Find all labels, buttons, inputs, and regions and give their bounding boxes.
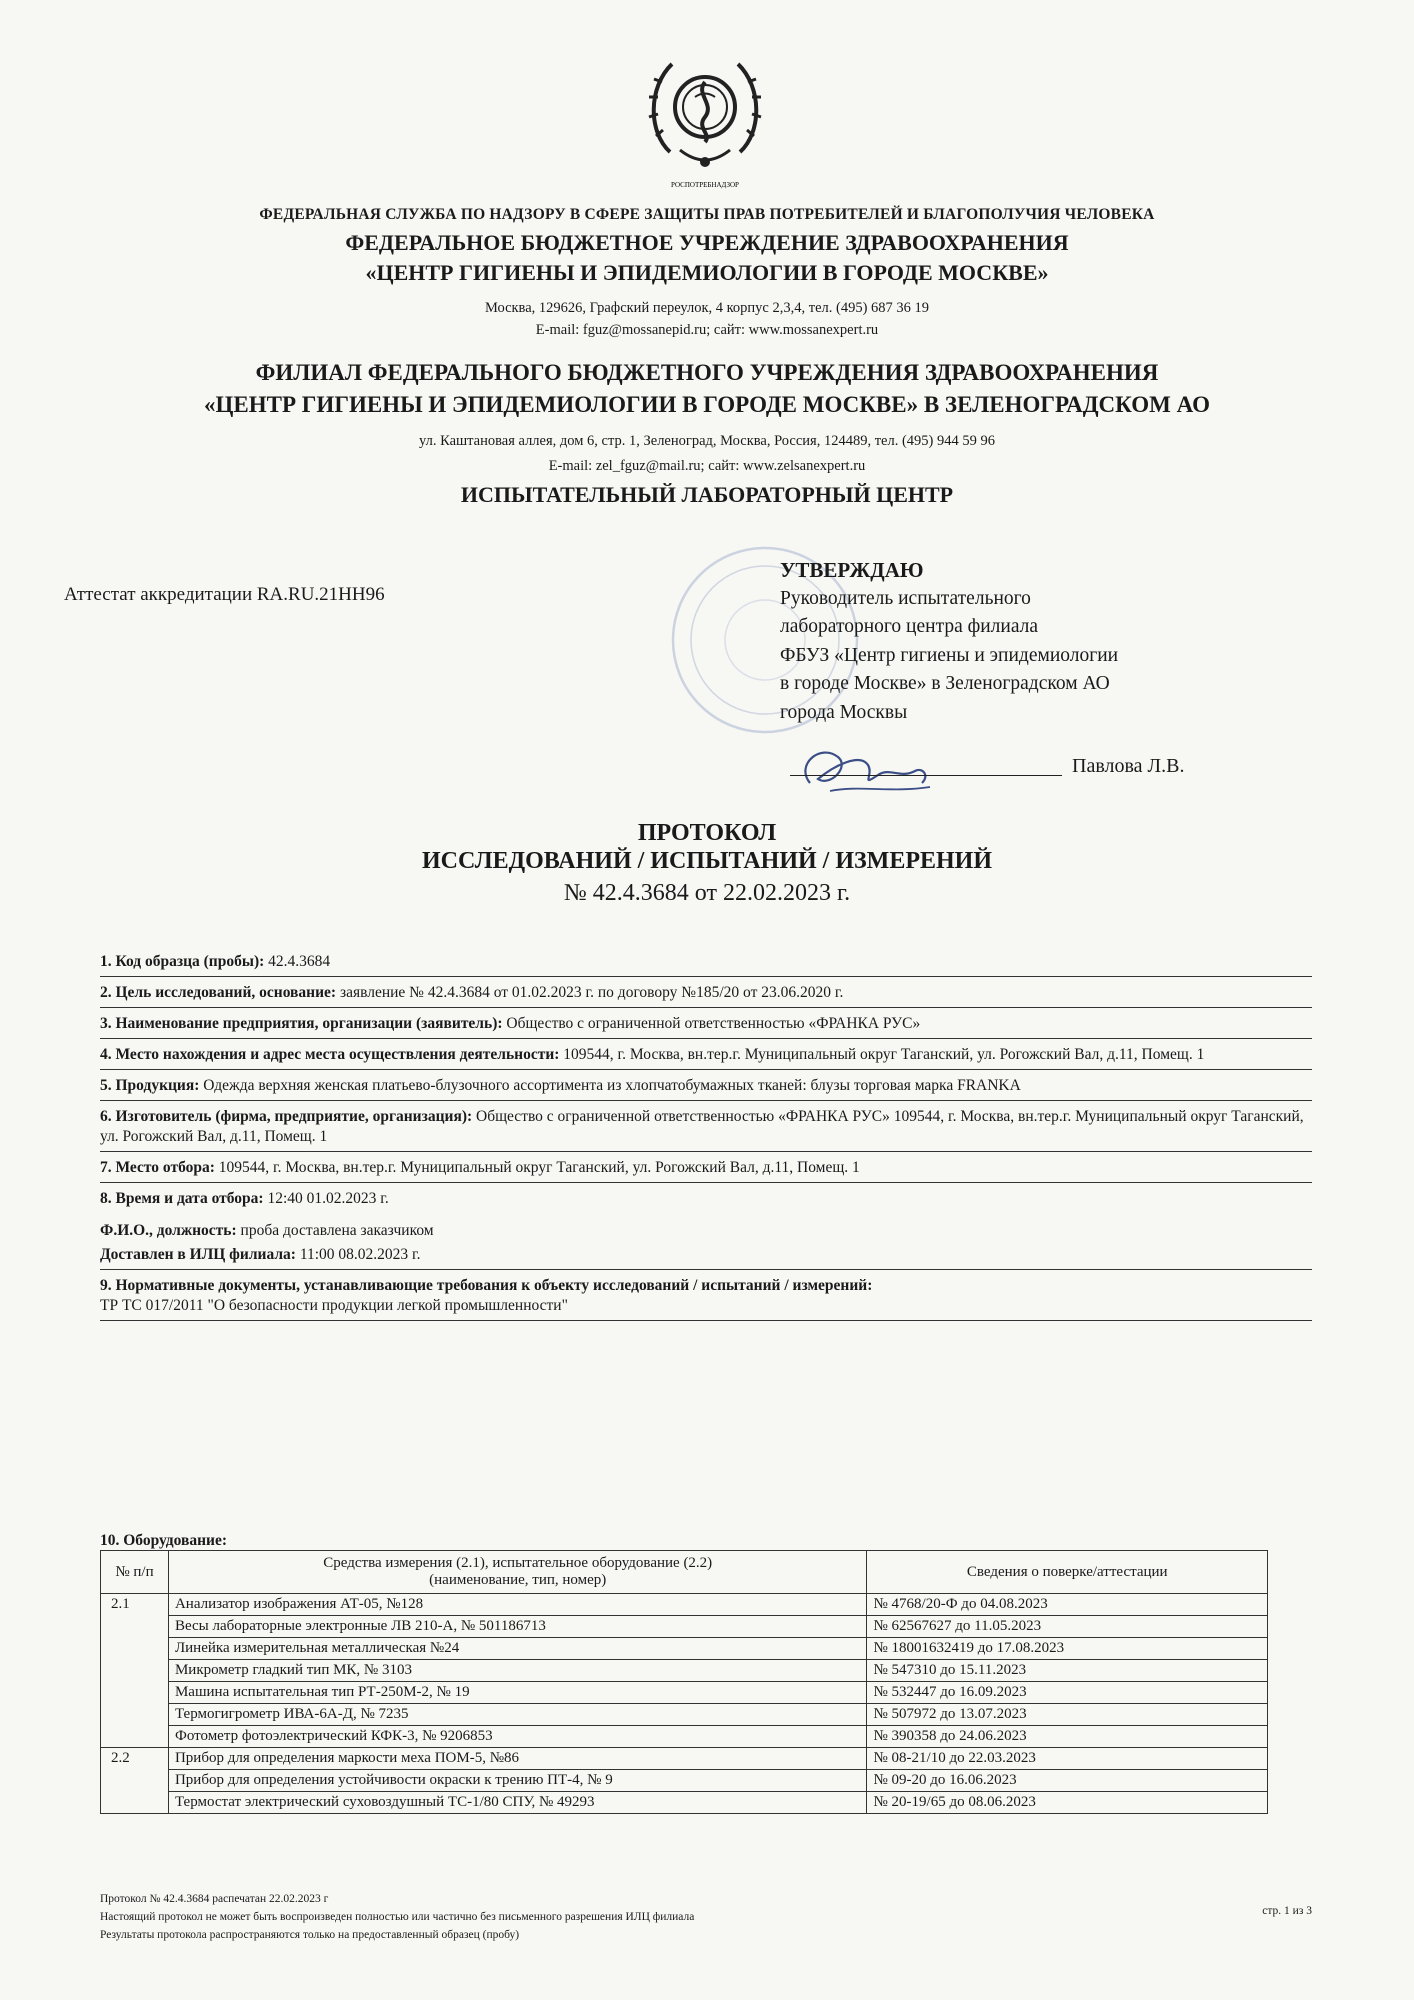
approval-line: в городе Москве» в Зеленоградском АО	[780, 673, 1110, 694]
table-row	[101, 1792, 1268, 1814]
approval-line: лабораторного центра филиала	[780, 616, 1039, 637]
equipment-name: Прибор для определения устойчивости окраски к трению ПТ-4, № 9	[168, 1770, 867, 1792]
group-number: 2.2	[101, 1748, 169, 1814]
equipment-cert: № 4768/20-Ф до 04.08.2023	[867, 1594, 1268, 1616]
table-row	[101, 1726, 1268, 1748]
equipment-name: Термогигрометр ИВА-6А-Д, № 7235	[168, 1704, 867, 1726]
table-row	[101, 1748, 1268, 1770]
equipment-name: Микрометр гладкий тип МК, № 3103	[168, 1660, 867, 1682]
section-delivered: Доставлен в ИЛЦ филиала: 11:00 08.02.2023 г.	[100, 1245, 1312, 1270]
section-responsible: Ф.И.О., должность: проба доставлена заказчиком	[100, 1222, 434, 1239]
table-row	[101, 1660, 1268, 1682]
table-row	[101, 1638, 1268, 1660]
agency-name: ФЕДЕРАЛЬНАЯ СЛУЖБА ПО НАДЗОРУ В СФЕРЕ ЗАЩИТЫ ПРАВ ПОТРЕБИТЕЛЕЙ И БЛАГОПОЛУЧИЯ ЧЕЛОВЕКА	[259, 206, 1155, 223]
equipment-name: Термостат электрический суховоздушный ТС-1/80 СПУ, № 49293	[168, 1792, 867, 1814]
equipment-cert: № 20-19/65 до 08.06.2023	[867, 1792, 1268, 1814]
emblem-icon	[640, 42, 770, 192]
institution-contacts: E-mail: fguz@mossanepid.ru; сайт: www.mossanexpert.ru	[535, 322, 879, 338]
approval-line: ФБУЗ «Центр гигиены и эпидемиологии	[780, 644, 1119, 666]
footer-copy-notice: Настоящий протокол не может быть воспроизведен полностью или частично без письменного разрешения ИЛЦ филиала	[100, 1911, 695, 1923]
equipment-cert: № 390358 до 24.06.2023	[867, 1726, 1268, 1748]
equipment-name: Весы лабораторные электронные ЛВ 210-А, № 501186713	[168, 1616, 867, 1638]
approval-line: Руководитель испытательного	[780, 587, 1031, 609]
protocol-number: № 42.4.3684 от 22.02.2023 г.	[563, 880, 851, 906]
emblem-label: РОСПОТРЕБНАДЗОР	[671, 181, 739, 189]
table-row	[101, 1682, 1268, 1704]
equipment-cert: № 18001632419 до 17.08.2023	[867, 1638, 1268, 1660]
protocol-title: ПРОТОКОЛ	[637, 820, 777, 846]
table-row	[101, 1616, 1268, 1638]
institution-name-2: «ЦЕНТР ГИГИЕНЫ И ЭПИДЕМИОЛОГИИ В ГОРОДЕ МОСКВЕ»	[365, 260, 1049, 285]
approval-block	[780, 556, 1300, 727]
section-sampling-place: 7. Место отбора: 109544, г. Москва, вн.тер.г. Муниципальный округ Таганский, ул. Рогожский Вал, д.11, Помещ. 1	[100, 1152, 1312, 1183]
equipment-cert: № 62567627 до 11.05.2023	[867, 1616, 1268, 1638]
equipment-cert: № 547310 до 15.11.2023	[867, 1660, 1268, 1682]
section-normative-docs: 9. Нормативные документы, устанавливающие требования к объекту исследований / испытаний / измерений: ТР ТС 017/2011 "О безопасности продукции легкой промышленности"	[100, 1270, 1312, 1321]
footer-printed: Протокол № 42.4.3684 распечатан 22.02.2023 г	[100, 1893, 329, 1905]
approval-heading: УТВЕРЖДАЮ	[780, 558, 924, 582]
equipment-table	[100, 1550, 1268, 1814]
protocol-sections	[100, 948, 1312, 1321]
branch-contacts: E-mail: zel_fguz@mail.ru; сайт: www.zelsanexpert.ru	[548, 458, 866, 474]
branch-address: ул. Каштановая аллея, дом 6, стр. 1, Зеленоград, Москва, Россия, 124489, тел. (495) 944 59 96	[418, 433, 996, 449]
section-purpose: 2. Цель исследований, основание: заявление № 42.4.3684 от 01.02.2023 г. по договору №185/20 от 23.06.2020 г.	[100, 977, 1312, 1008]
equipment-name: Анализатор изображения АТ-05, №128	[168, 1594, 867, 1616]
lab-name: ИСПЫТАТЕЛЬНЫЙ ЛАБОРАТОРНЫЙ ЦЕНТР	[460, 482, 954, 507]
equipment-cert: № 532447 до 16.09.2023	[867, 1682, 1268, 1704]
section-address: 4. Место нахождения и адрес места осуществления деятельности: 109544, г. Москва, вн.тер.г. Муниципальный округ Таганский, ул. Рогожский Вал, д.11, Помещ. 1	[100, 1039, 1312, 1070]
section-applicant: 3. Наименование предприятия, организации (заявитель): Общество с ограниченной ответственностью «ФРАНКА РУС»	[100, 1008, 1312, 1039]
footer-scope-notice: Результаты протокола распространяются только на предоставленный образец (пробу)	[100, 1929, 520, 1941]
branch-name-2: «ЦЕНТР ГИГИЕНЫ И ЭПИДЕМИОЛОГИИ В ГОРОДЕ МОСКВЕ» В ЗЕЛЕНОГРАДСКОМ АО	[204, 392, 1210, 417]
table-row	[101, 1594, 1268, 1616]
signature-icon	[790, 735, 940, 805]
signer-name: Павлова Л.В.	[1072, 755, 1185, 777]
institution-name-1: ФЕДЕРАЛЬНОЕ БЮДЖЕТНОЕ УЧРЕЖДЕНИЕ ЗДРАВООХРАНЕНИЯ	[345, 230, 1069, 255]
footer	[100, 1890, 1312, 1944]
equipment-cert: № 507972 до 13.07.2023	[867, 1704, 1268, 1726]
group-number: 2.1	[101, 1594, 169, 1748]
equipment-name: Прибор для определения маркости меха ПОМ-5, №86	[168, 1748, 867, 1770]
equipment-name: Машина испытательная тип РТ-250М-2, № 19	[168, 1682, 867, 1704]
equipment-title: 10. Оборудование:	[100, 1532, 228, 1549]
equipment-cert: № 09-20 до 16.06.2023	[867, 1770, 1268, 1792]
approval-line: города Москвы	[780, 701, 908, 723]
accreditation: Аттестат аккредитации RA.RU.21HH96	[64, 584, 385, 605]
equipment-name: Фотометр фотоэлектрический КФК-3, № 9206853	[168, 1726, 867, 1748]
table-row	[101, 1770, 1268, 1792]
section-sampling-time: 8. Время и дата отбора: 12:40 01.02.2023 г.	[100, 1190, 389, 1207]
institution-address: Москва, 129626, Графский переулок, 4 корпус 2,3,4, тел. (495) 687 36 19	[484, 300, 930, 316]
col-num-header: № п/п	[101, 1551, 169, 1594]
equipment-name: Линейка измерительная металлическая №24	[168, 1638, 867, 1660]
protocol-subtitle: ИССЛЕДОВАНИЙ / ИСПЫТАНИЙ / ИЗМЕРЕНИЙ	[421, 848, 993, 874]
section-manufacturer: 6. Изготовитель (фирма, предприятие, организация): Общество с ограниченной ответственностью «ФРАНКА РУС» 109544, г. Москва, вн.тер.г. Муниципальный округ Таганский, ул. Рогожский Вал, д.11, Помещ. 1	[100, 1101, 1312, 1152]
col-cert-header: Сведения о поверке/аттестации	[867, 1551, 1268, 1594]
signature-line	[790, 775, 1062, 776]
section-product: 5. Продукция: Одежда верхняя женская платьево-блузочного ассортимента из хлопчатобумажных тканей: блузы торговая марка FRANKA	[100, 1070, 1312, 1101]
page-number: стр. 1 из 3	[1262, 1905, 1312, 1917]
equipment-cert: № 08-21/10 до 22.03.2023	[867, 1748, 1268, 1770]
branch-name-1: ФИЛИАЛ ФЕДЕРАЛЬНОГО БЮДЖЕТНОГО УЧРЕЖДЕНИЯ ЗДРАВООХРАНЕНИЯ	[255, 360, 1159, 385]
section-sample-code: 1. Код образца (пробы): 42.4.3684	[100, 948, 1312, 977]
table-header-row	[101, 1551, 1268, 1594]
table-row	[101, 1704, 1268, 1726]
col-name-header: Средства измерения (2.1), испытательное оборудование (2.2) (наименование, тип, номер)	[168, 1551, 867, 1594]
